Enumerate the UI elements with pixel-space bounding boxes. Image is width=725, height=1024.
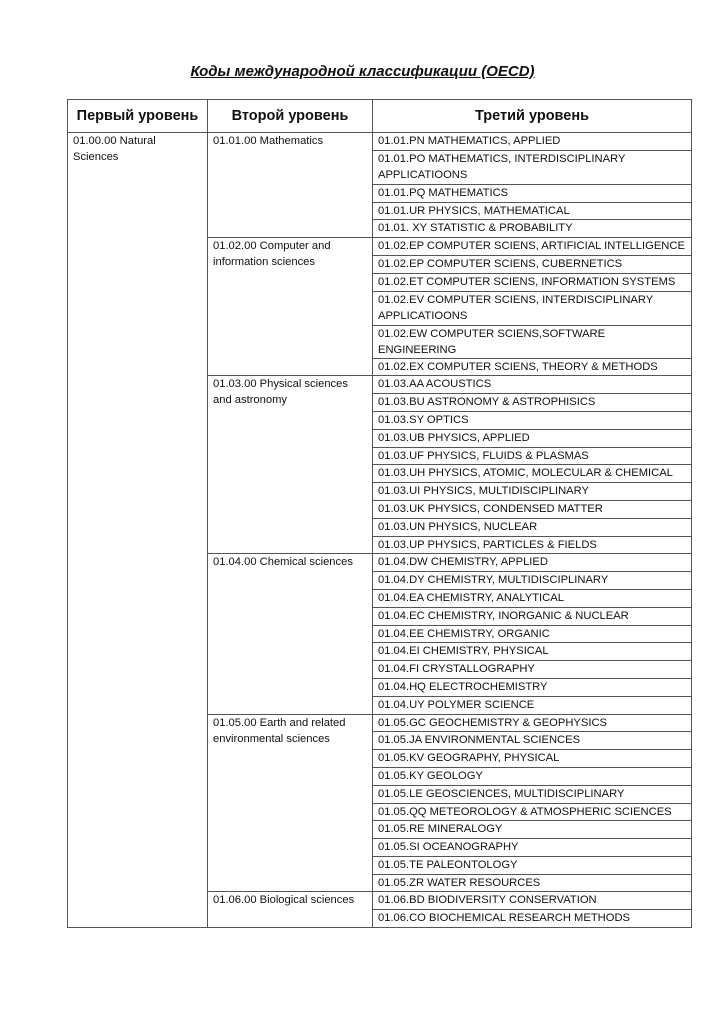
third-level-cell: 01.04.EI CHEMISTRY, PHYSICAL xyxy=(373,643,692,661)
third-level-cell: 01.02.EP COMPUTER SCIENS, ARTIFICIAL INTELLIGENCE xyxy=(373,238,692,256)
header-first-level: Первый уровень xyxy=(68,100,208,133)
third-level-cell: 01.04.EE CHEMISTRY, ORGANIC xyxy=(373,625,692,643)
third-level-cell: 01.04.EC CHEMISTRY, INORGANIC & NUCLEAR xyxy=(373,607,692,625)
third-level-cell: 01.05.QQ METEOROLOGY & ATMOSPHERIC SCIENCES xyxy=(373,803,692,821)
first-level-cell: 01.00.00 Natural Sciences xyxy=(68,133,208,928)
third-level-cell: 01.05.KV GEOGRAPHY, PHYSICAL xyxy=(373,750,692,768)
third-level-cell: 01.01.PO MATHEMATICS, INTERDISCIPLINARY APPLICATIOONS xyxy=(373,150,692,184)
second-level-cell: 01.02.00 Computer and information sciences xyxy=(208,238,373,376)
third-level-cell: 01.05.GC GEOCHEMISTRY & GEOPHYSICS xyxy=(373,714,692,732)
table-body xyxy=(68,133,692,928)
third-level-cell: 01.01.PN MATHEMATICS, APPLIED xyxy=(373,133,692,151)
second-level-cell: 01.06.00 Biological sciences xyxy=(208,892,373,928)
third-level-cell: 01.03.AA ACOUSTICS xyxy=(373,376,692,394)
third-level-cell: 01.04.FI CRYSTALLOGRAPHY xyxy=(373,661,692,679)
document-title: Коды международной классификации (OECD) xyxy=(190,63,535,80)
third-level-cell: 01.02.EW COMPUTER SCIENS,SOFTWARE ENGINEERING xyxy=(373,325,692,358)
header-row xyxy=(68,100,692,133)
third-level-cell: 01.04.DY CHEMISTRY, MULTIDISCIPLINARY xyxy=(373,572,692,590)
third-level-cell: 01.02.EV COMPUTER SCIENS, INTERDISCIPLINARY APPLICATIOONS xyxy=(373,291,692,325)
third-level-cell: 01.06.CO BIOCHEMICAL RESEARCH METHODS xyxy=(373,910,692,928)
header-second-level: Второй уровень xyxy=(208,100,373,133)
third-level-cell: 01.03.UH PHYSICS, ATOMIC, MOLECULAR & CHEMICAL xyxy=(373,465,692,483)
third-level-cell: 01.03.UB PHYSICS, APPLIED xyxy=(373,429,692,447)
classification-table xyxy=(67,99,692,928)
third-level-cell: 01.04.DW CHEMISTRY, APPLIED xyxy=(373,554,692,572)
third-level-cell: 01.01. XY STATISTIC & PROBABILITY xyxy=(373,220,692,238)
third-level-cell: 01.05.SI OCEANOGRAPHY xyxy=(373,839,692,857)
third-level-cell: 01.05.JA ENVIRONMENTAL SCIENCES xyxy=(373,732,692,750)
second-level-cell: 01.03.00 Physical sciences and astronomy xyxy=(208,376,373,554)
third-level-cell: 01.03.UK PHYSICS, CONDENSED MATTER xyxy=(373,500,692,518)
third-level-cell: 01.03.UP PHYSICS, PARTICLES & FIELDS xyxy=(373,536,692,554)
third-level-cell: 01.03.BU ASTRONOMY & ASTROPHISICS xyxy=(373,394,692,412)
third-level-cell: 01.05.RE MINERALOGY xyxy=(373,821,692,839)
third-level-cell: 01.05.LE GEOSCIENCES, MULTIDISCIPLINARY xyxy=(373,785,692,803)
third-level-cell: 01.02.EX COMPUTER SCIENS, THEORY & METHODS xyxy=(373,358,692,376)
third-level-cell: 01.01.PQ MATHEMATICS xyxy=(373,184,692,202)
third-level-cell: 01.06.BD BIODIVERSITY CONSERVATION xyxy=(373,892,692,910)
third-level-cell: 01.04.UY POLYMER SCIENCE xyxy=(373,696,692,714)
third-level-cell: 01.04.EA CHEMISTRY, ANALYTICAL xyxy=(373,589,692,607)
third-level-cell: 01.03.UN PHYSICS, NUCLEAR xyxy=(373,518,692,536)
third-level-cell: 01.02.EP COMPUTER SCIENS, CUBERNETICS xyxy=(373,255,692,273)
third-level-cell: 01.04.HQ ELECTROCHEMISTRY xyxy=(373,678,692,696)
third-level-cell: 01.03.UI PHYSICS, MULTIDISCIPLINARY xyxy=(373,483,692,501)
second-level-cell: 01.01.00 Mathematics xyxy=(208,133,373,238)
third-level-cell: 01.02.ET COMPUTER SCIENS, INFORMATION SYSTEMS xyxy=(373,273,692,291)
third-level-cell: 01.03.UF PHYSICS, FLUIDS & PLASMAS xyxy=(373,447,692,465)
third-level-cell: 01.01.UR PHYSICS, MATHEMATICAL xyxy=(373,202,692,220)
table-row xyxy=(68,133,692,151)
third-level-cell: 01.05.TE PALEONTOLOGY xyxy=(373,856,692,874)
third-level-cell: 01.05.ZR WATER RESOURCES xyxy=(373,874,692,892)
third-level-cell: 01.05.KY GEOLOGY xyxy=(373,767,692,785)
second-level-cell: 01.05.00 Earth and related environmental sciences xyxy=(208,714,373,892)
third-level-cell: 01.03.SY OPTICS xyxy=(373,411,692,429)
header-third-level: Третий уровень xyxy=(373,100,692,133)
second-level-cell: 01.04.00 Chemical sciences xyxy=(208,554,373,714)
